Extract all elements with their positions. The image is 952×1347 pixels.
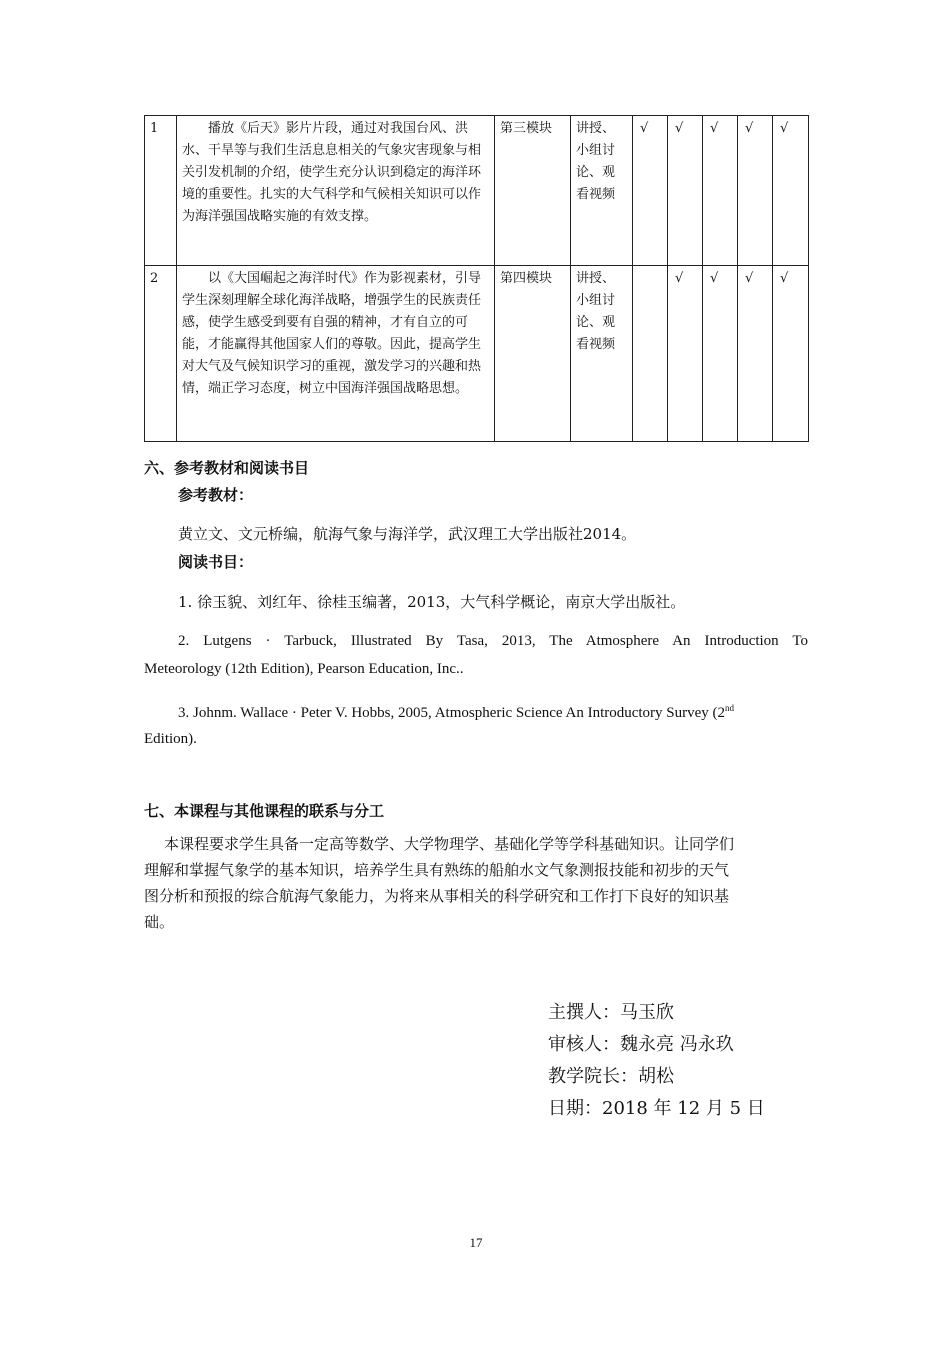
- row-method: 讲授、小组讨论、观看视频: [571, 266, 633, 442]
- row-description: 以《大国崛起之海洋时代》作为影视素材，引导学生深刻理解全球化海洋战略，增强学生的民族责任感，使学生感受到要有自强的精神，才有自立的可能，才能赢得其他国家人们的尊敬。因此，提高学生对大气及气候知识学习的重视，激发学习的兴趣和热情，端正学习态度，树立中国海洋强国战略思想。: [177, 266, 495, 442]
- signature-reviewer: 审核人：魏永亮 冯永玖: [548, 1034, 734, 1055]
- table-row: [145, 266, 809, 442]
- check-mark: [633, 266, 668, 442]
- row-module: 第三模块: [495, 116, 571, 266]
- reading-item-2-line-2: Meteorology (12th Edition), Pearson Education, Inc..: [144, 661, 464, 677]
- section7-line-1: 本课程要求学生具备一定高等数学、大学物理学、基础化学等学科基础知识。让同学们: [164, 835, 735, 853]
- row-description: 播放《后天》影片片段，通过对我国台风、洪水、干旱等与我们生活息息相关的气象灾害现象与相关引发机制的介绍，使学生充分认识到稳定的海洋环境的重要性。扎实的大气科学和气候相关知识可以作为海洋强国战略实施的有效支撑。: [177, 116, 495, 266]
- reading-item-1: 1. 徐玉貌、刘红年、徐桂玉编著，2013，大气科学概论，南京大学出版社。: [178, 593, 686, 611]
- textbook-label: 参考教材：: [178, 486, 254, 504]
- check-mark: √: [738, 116, 773, 266]
- check-mark: √: [703, 266, 738, 442]
- reading-label: 阅读书目：: [178, 553, 254, 571]
- section6-heading: 六、参考教材和阅读书目: [144, 459, 310, 477]
- row-number: 2: [145, 266, 177, 442]
- signature-dean: 教学院长：胡松: [548, 1066, 674, 1087]
- check-mark: √: [738, 266, 773, 442]
- row-number: 1: [145, 116, 177, 266]
- reading-item-3-line-1: [178, 703, 734, 722]
- signature-author: 主撰人：马玉欣: [548, 1002, 674, 1023]
- check-mark: √: [703, 116, 738, 266]
- check-mark: √: [633, 116, 668, 266]
- textbook-entry: 黄立文、文元桥编，航海气象与海洋学，武汉理工大学出版社2014。: [178, 525, 637, 543]
- signature-date: 日期：2018 年 12 月 5 日: [548, 1098, 765, 1119]
- check-mark: √: [773, 266, 809, 442]
- row-module: 第四模块: [495, 266, 571, 442]
- reading-item-3-line-2: Edition).: [144, 731, 197, 747]
- page-number: 17: [469, 1235, 483, 1250]
- row-method: 讲授、小组讨论、观看视频: [571, 116, 633, 266]
- reading-item-3-text: 3. Johnm. Wallace · Peter V. Hobbs, 2005, Atmospheric Science An Introductory Survey (2: [178, 705, 726, 721]
- ideology-table: [144, 115, 809, 442]
- check-mark: √: [773, 116, 809, 266]
- section7-line-4: 础。: [144, 913, 175, 931]
- reading-item-2-line-1: 2. Lutgens · Tarbuck, Illustrated By Tasa, 2013, The Atmosphere An Introduction To: [178, 633, 808, 649]
- check-mark: √: [668, 266, 703, 442]
- check-mark: √: [668, 116, 703, 266]
- table-row: [145, 116, 809, 266]
- section7-heading: 七、本课程与其他课程的联系与分工: [144, 802, 385, 820]
- section7-line-3: 图分析和预报的综合航海气象能力，为将来从事相关的科学研究和工作打下良好的知识基: [144, 887, 730, 905]
- section7-line-2: 理解和掌握气象学的基本知识，培养学生具有熟练的船舶水文气象测报技能和初步的天气: [144, 861, 730, 879]
- reading-item-3-superscript: nd: [725, 703, 735, 713]
